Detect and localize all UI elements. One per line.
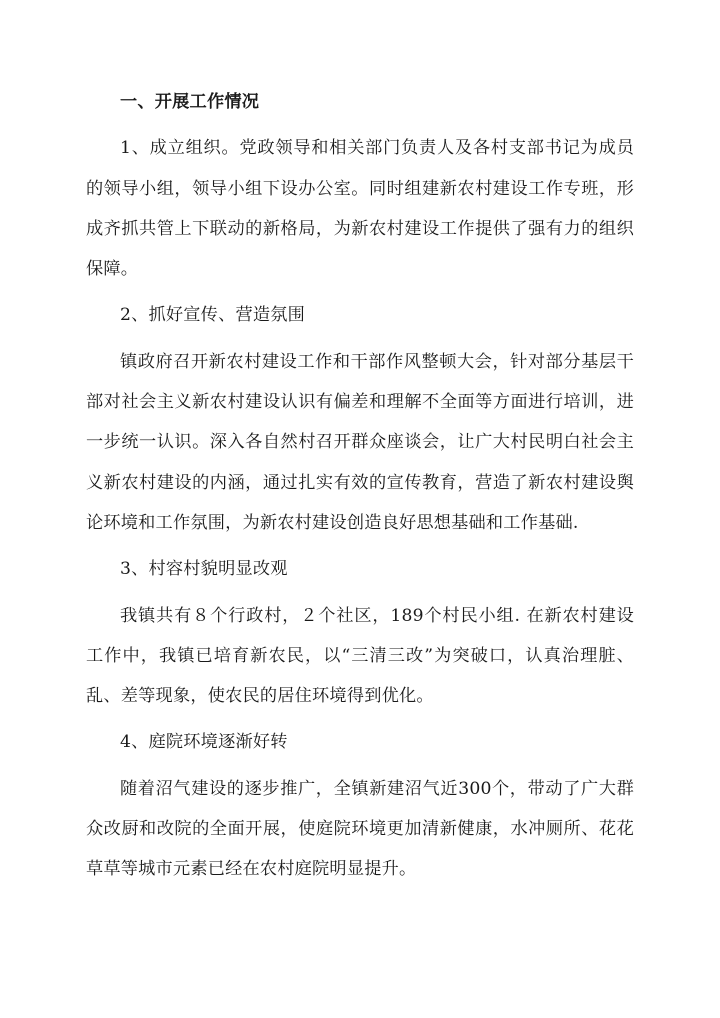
item3-heading: 3、村容村貌明显改观 — [120, 559, 288, 580]
item3-paragraph: 我镇共有８个行政村，２个社区，189个村民小组. 在新农村建设工作中，我镇已培育新农民，以“三清三改”为突破口，认真治理脏、乱、差等现象，使农民的居住环境得到优化。 — [86, 605, 634, 707]
item4-heading: 4、庭院环境逐渐好转 — [120, 732, 288, 753]
item2-paragraph: 镇政府召开新农村建设工作和干部作风整顿大会，针对部分基层干部对社会主义新农村建设认识有偏差和理解不全面等方面进行培训，进一步统一认识。深入各自然村召开群众座谈会，让广大村民明白社会主义新农村建设的内涵，通过扎实有效的宣传教育，营造了新农村建设舆论环境和工作氛围，为新农村建设创造良好思想基础和工作基础. — [86, 351, 634, 533]
document-body — [86, 82, 634, 890]
item1-paragraph: 1、成立组织。党政领导和相关部门负责人及各村支部书记为成员的领导小组，领导小组下设办公室。同时组建新农村建设工作专班，形成齐抓共管上下联动的新格局，为新农村建设工作提供了强有力的组织保障。 — [86, 138, 634, 280]
item2-heading: 2、抓好宣传、营造氛围 — [120, 305, 306, 326]
section-title: 一、开展工作情况 — [120, 92, 260, 112]
item4-paragraph: 随着沼气建设的逐步推广，全镇新建沼气近300个，带动了广大群众改厨和改院的全面开展，使庭院环境更加清新健康，水冲厕所、花花草草等城市元素已经在农村庭院明显提升。 — [86, 778, 634, 880]
